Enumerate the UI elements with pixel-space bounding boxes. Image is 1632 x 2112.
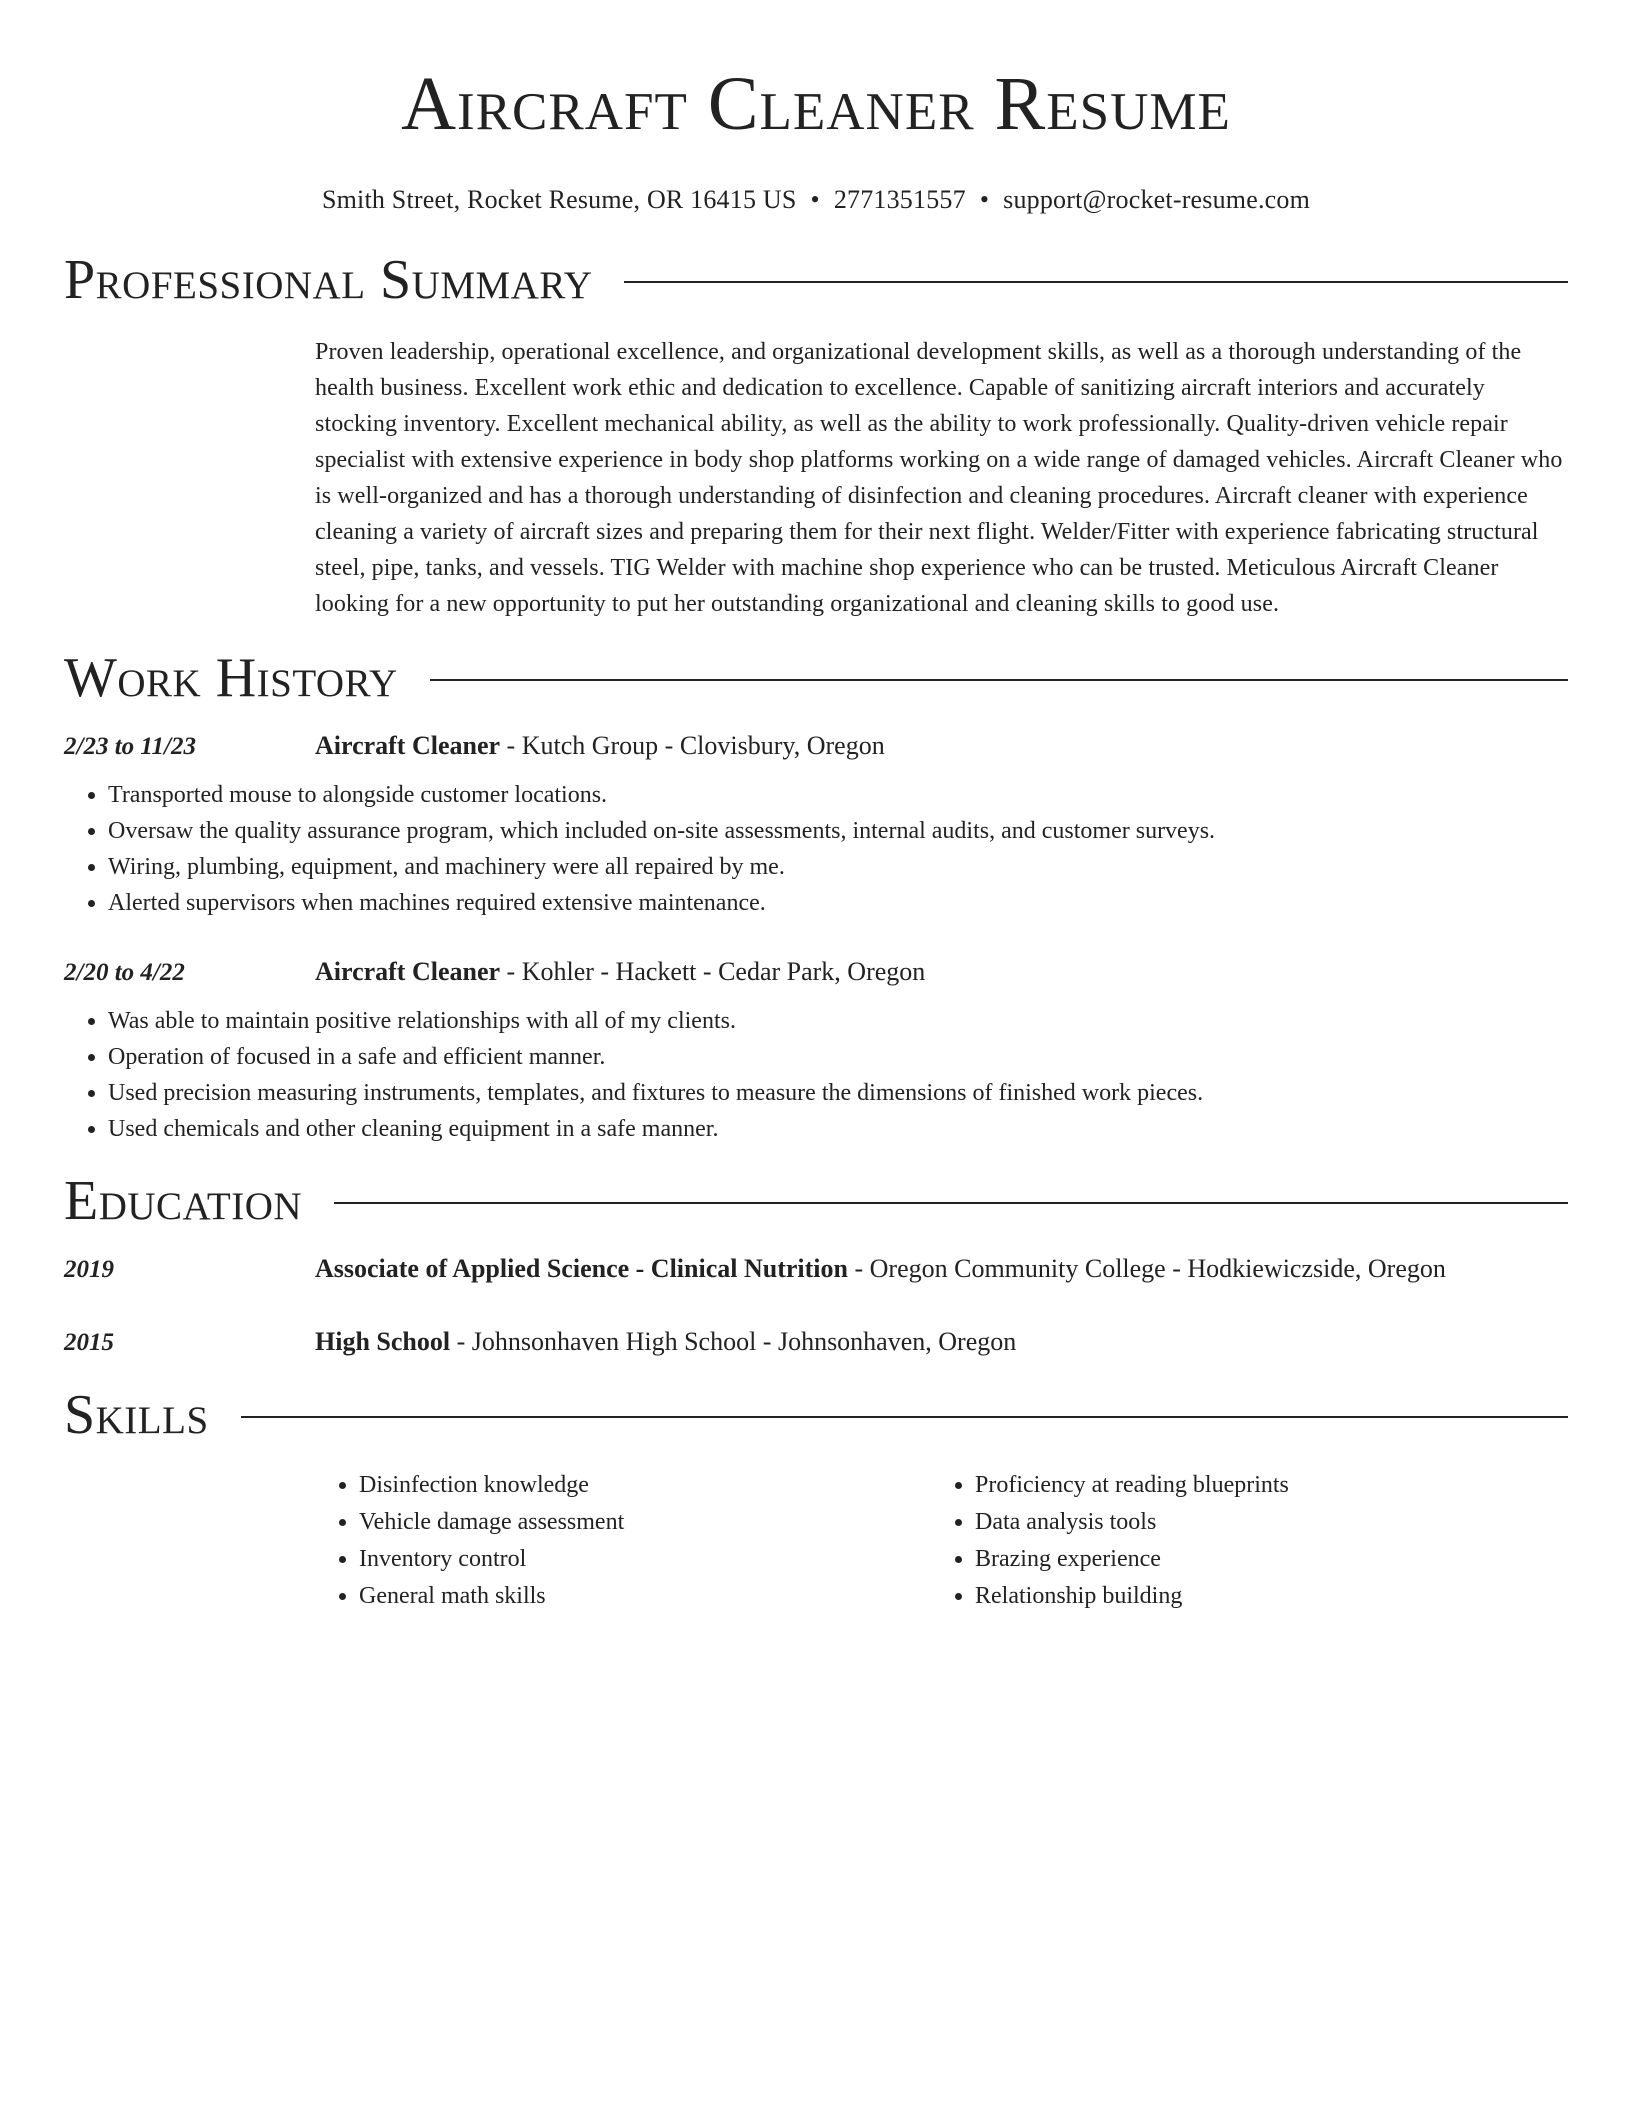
list-item: • Wiring, plumbing, equipment, and machinery were all repaired by me. <box>108 849 1568 885</box>
list-item: • Relationship building <box>975 1578 1547 1615</box>
job-heading <box>315 954 925 990</box>
summary-heading: Professional Summary <box>64 249 593 311</box>
job-date: 2/23 to 11/23 <box>64 733 196 760</box>
job-details: - Kohler - Hackett - Cedar Park, Oregon <box>500 957 926 986</box>
job-entry <box>64 954 1568 1147</box>
list-item: • Alerted supervisors when machines required extensive maintenance. <box>108 885 1568 921</box>
section-divider <box>334 1202 1568 1204</box>
list-item: • Disinfection knowledge <box>359 1467 931 1504</box>
section-divider <box>430 679 1568 681</box>
summary-section-header <box>64 248 1568 312</box>
list-item: • Data analysis tools <box>975 1504 1547 1541</box>
contact-address: Smith Street, Rocket Resume, OR 16415 US <box>321 185 797 214</box>
summary-text: Proven leadership, operational excellence, and organizational development skills, as well as a thorough understanding of the health business. Excellent work ethic and dedication to excellence. Capable of sanitizing aircraft interiors and accurately stocking inventory. Excellent mechanical ability, as well as the ability to work professionally. Quality-driven vehicle repair specialist with extensive experience in body shop platforms working on a wide range of damaged vehicles. Aircraft Cleaner who is well-organized and has a thorough understanding of disinfection and cleaning procedures. Aircraft cleaner with experience cleaning a variety of aircraft sizes and preparing them for their next flight. Welder/Fitter with experience fabricating structural steel, pipe, tanks, and vessels. TIG Welder with machine shop experience who can be trusted. Meticulous Aircraft Cleaner looking for a new opportunity to put her outstanding organizational and cleaning skills to good use. <box>315 339 1563 617</box>
section-divider <box>241 1416 1568 1418</box>
skills-heading: Skills <box>64 1384 209 1446</box>
section-divider <box>624 281 1568 283</box>
list-item: • Brazing experience <box>975 1541 1547 1578</box>
education-heading: Education <box>64 1170 303 1232</box>
contact-phone: 2771351557 <box>833 185 966 214</box>
education-degree: Associate of Applied Science - Clinical Nutrition <box>315 1254 848 1283</box>
job-title: Aircraft Cleaner <box>315 731 501 760</box>
education-entry <box>64 1251 1568 1288</box>
work-history-section-header <box>64 646 1568 710</box>
job-entry <box>64 728 1568 921</box>
job-details: - Kutch Group - Clovisbury, Oregon <box>500 731 885 760</box>
list-item: • Transported mouse to alongside customer locations. <box>108 777 1568 813</box>
education-year: 2015 <box>64 1329 114 1356</box>
resume-page <box>64 0 1568 1615</box>
job-bullets <box>64 1003 1568 1147</box>
list-item: • Used chemicals and other cleaning equipment in a safe manner. <box>108 1111 1568 1147</box>
skills-list <box>315 1467 1568 1615</box>
education-heading-line <box>315 1251 1446 1287</box>
skills-section-header <box>64 1383 1568 1447</box>
education-section-header <box>64 1169 1568 1233</box>
education-year: 2019 <box>64 1256 114 1283</box>
education-heading-line <box>315 1324 1016 1360</box>
list-item: • Was able to maintain positive relationships with all of my clients. <box>108 1003 1568 1039</box>
list-item: • Vehicle damage assessment <box>359 1504 931 1541</box>
job-heading <box>315 728 885 764</box>
list-item: • Inventory control <box>359 1541 931 1578</box>
contact-separator: • <box>810 185 820 214</box>
job-title: Aircraft Cleaner <box>315 957 501 986</box>
skills-column-left <box>315 1467 931 1615</box>
education-details: - Oregon Community College - Hodkiewiczside, Oregon <box>847 1254 1446 1283</box>
list-item: • Operation of focused in a safe and efficient manner. <box>108 1039 1568 1075</box>
work-history-heading: Work History <box>64 647 398 709</box>
resume-title: Aircraft Cleaner Resume <box>401 62 1231 146</box>
education-degree: High School <box>315 1327 451 1356</box>
job-date: 2/20 to 4/22 <box>64 959 185 986</box>
job-bullets <box>64 777 1568 921</box>
education-details: - Johnsonhaven High School - Johnsonhaven, Oregon <box>450 1327 1017 1356</box>
contact-email: support@rocket-resume.com <box>1003 185 1311 214</box>
list-item: • Proficiency at reading blueprints <box>975 1467 1547 1504</box>
list-item: • Oversaw the quality assurance program, which included on-site assessments, internal audits, and customer surveys. <box>108 813 1568 849</box>
contact-line <box>64 184 1568 216</box>
contact-separator: • <box>979 185 990 214</box>
list-item: • General math skills <box>359 1578 931 1615</box>
education-entry <box>64 1324 1568 1361</box>
skills-column-right <box>931 1467 1547 1615</box>
list-item: • Used precision measuring instruments, templates, and fixtures to measure the dimensions of finished work pieces. <box>108 1075 1568 1111</box>
